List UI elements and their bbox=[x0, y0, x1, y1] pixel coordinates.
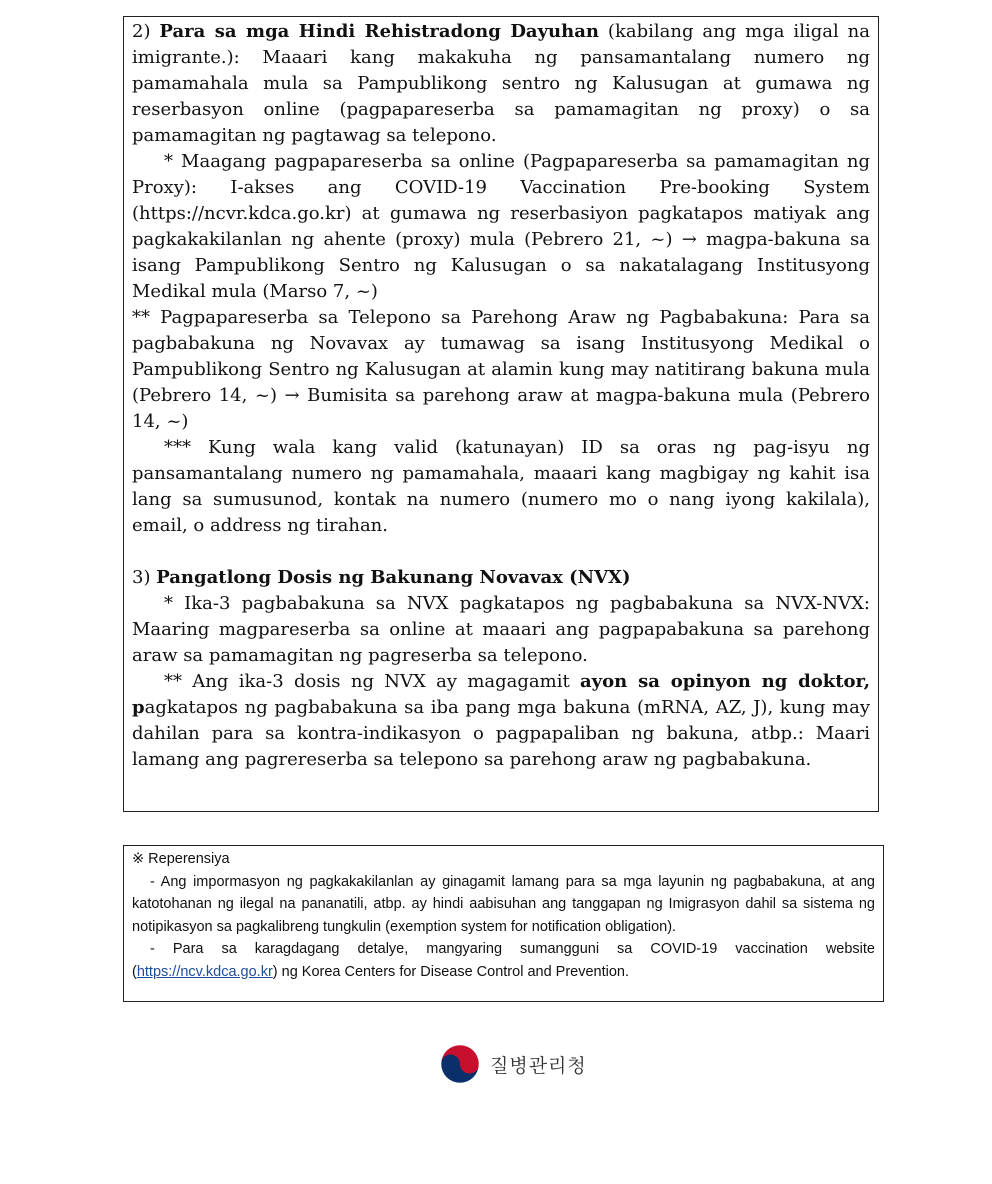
section-2-note-1: * Maagang pagpapareserba sa online (Pagpapareserba sa pamamagitan ng Proxy): I-akses ang COVID-19 Vaccination Pre-booking System (https://ncvr.kdca.go.kr) at gumawa ng reserbasiyon pagkatapos matiyak ang pagkakakilanlan ng ahente (proxy) mula (Pebrero 21, ~) → magpa-bakuna sa isang Pampublikong Sentro ng Kalusugan o sa nakatalagang Institusyong Medikal mula (Marso 7, ~) bbox=[132, 151, 870, 302]
section-2-note-3: *** Kung wala kang valid (katunayan) ID sa oras ng pag-isyu ng pansamantalang numero ng pamamahala, maaari kang magbigay ng kahit isa lang sa sumusunod, kontak na numero (numero mo o nang iyong kakilala), email, o address ng tirahan. bbox=[132, 437, 870, 536]
kdca-website-link[interactable]: https://ncv.kdca.go.kr bbox=[136, 963, 273, 980]
section-3-note-2-post: agkatapos ng pagbabakuna sa iba pang mga bakuna (mRNA, AZ, J), kung may dahilan para sa kontra-indikasyon o pagpapaliban ng bakuna, atbp.: Maari lamang ang pagrereserba sa telepono sa parehong araw ng pagbabakuna. bbox=[132, 697, 870, 770]
section-2-intro-text: (kabilang ang mga iligal na imigrante.): Maaari kang makakuha ng pansamantalang numero ng pamamahala mula sa Pampublikong sentro ng Kalusugan at gumawa ng reserbasyon online (pagpapareserba sa pamamagitan ng proxy) o sa pamamagitan ng pagtawag sa telepono. bbox=[132, 21, 870, 146]
reference-title: ※ Reperensiya bbox=[132, 851, 230, 867]
section-3-note-2-pre: ** Ang ika-3 dosis ng NVX ay magagamit bbox=[164, 671, 581, 692]
section-3-title bbox=[132, 565, 870, 591]
reference-item-1: - Ang impormasyon ng pagkakakilanlan ay ginagamit lamang para sa mga layunin ng pagbabakuna, at ang katotohanan ng ilegal na pananatili, atbp. ay hindi aabisuhan ang tanggapan ng Imigrasyon dahil sa sistema ng notipikasyon sa pagkalibreng tungkulin (exemption system for notification obligation). bbox=[132, 873, 875, 935]
section-2-heading: Para sa mga Hindi Rehistradong Dayuhan bbox=[159, 21, 599, 42]
reference-item-2 bbox=[132, 938, 875, 983]
reference-item-2-post: ) ng Korea Centers for Disease Control and Prevention. bbox=[272, 963, 630, 980]
section-3-note-2-bold: ayon sa opinyon ng doktor, p bbox=[132, 671, 870, 718]
section-2-number: 2) bbox=[132, 21, 151, 42]
section-2-intro bbox=[132, 19, 870, 149]
section-3-heading: Pangatlong Dosis ng Bakunang Novavax (NVX) bbox=[156, 567, 631, 588]
section-2-note-2: ** Pagpapareserba sa Telepono sa Parehong Araw ng Pagbabakuna: Para sa pagbabakuna ng Novavax ay tumawag sa isang Institusyong Medikal o Pampublikong Sentro ng Kalusugan at alamin kung may natitirang bakuna mula (Pebrero 14, ~) → Bumisita sa parehong araw at magpa-bakuna mula (Pebrero 14, ~) bbox=[132, 307, 870, 432]
section-3-note-1: * Ika-3 pagbabakuna sa NVX pagkatapos ng pagbabakuna sa NVX-NVX: Maaring magpareserba sa online at maaari ang pagpapabakuna sa parehong araw sa pamamagitan ng pagreserba sa telepono. bbox=[132, 593, 870, 666]
kdca-logo-text: 질병관리청 bbox=[490, 1054, 587, 1077]
reference-item-2-pre: - Para sa karagdagang detalye, mangyaring sumangguni sa COVID-19 vaccination website ( bbox=[132, 941, 875, 980]
reference-box bbox=[123, 845, 884, 1002]
vaccination-info-box bbox=[123, 16, 879, 812]
section-3-note-2 bbox=[132, 669, 870, 773]
taegeuk-logo-icon bbox=[440, 1044, 480, 1084]
section-3-number: 3) bbox=[132, 567, 151, 588]
kdca-logo bbox=[440, 1044, 587, 1084]
